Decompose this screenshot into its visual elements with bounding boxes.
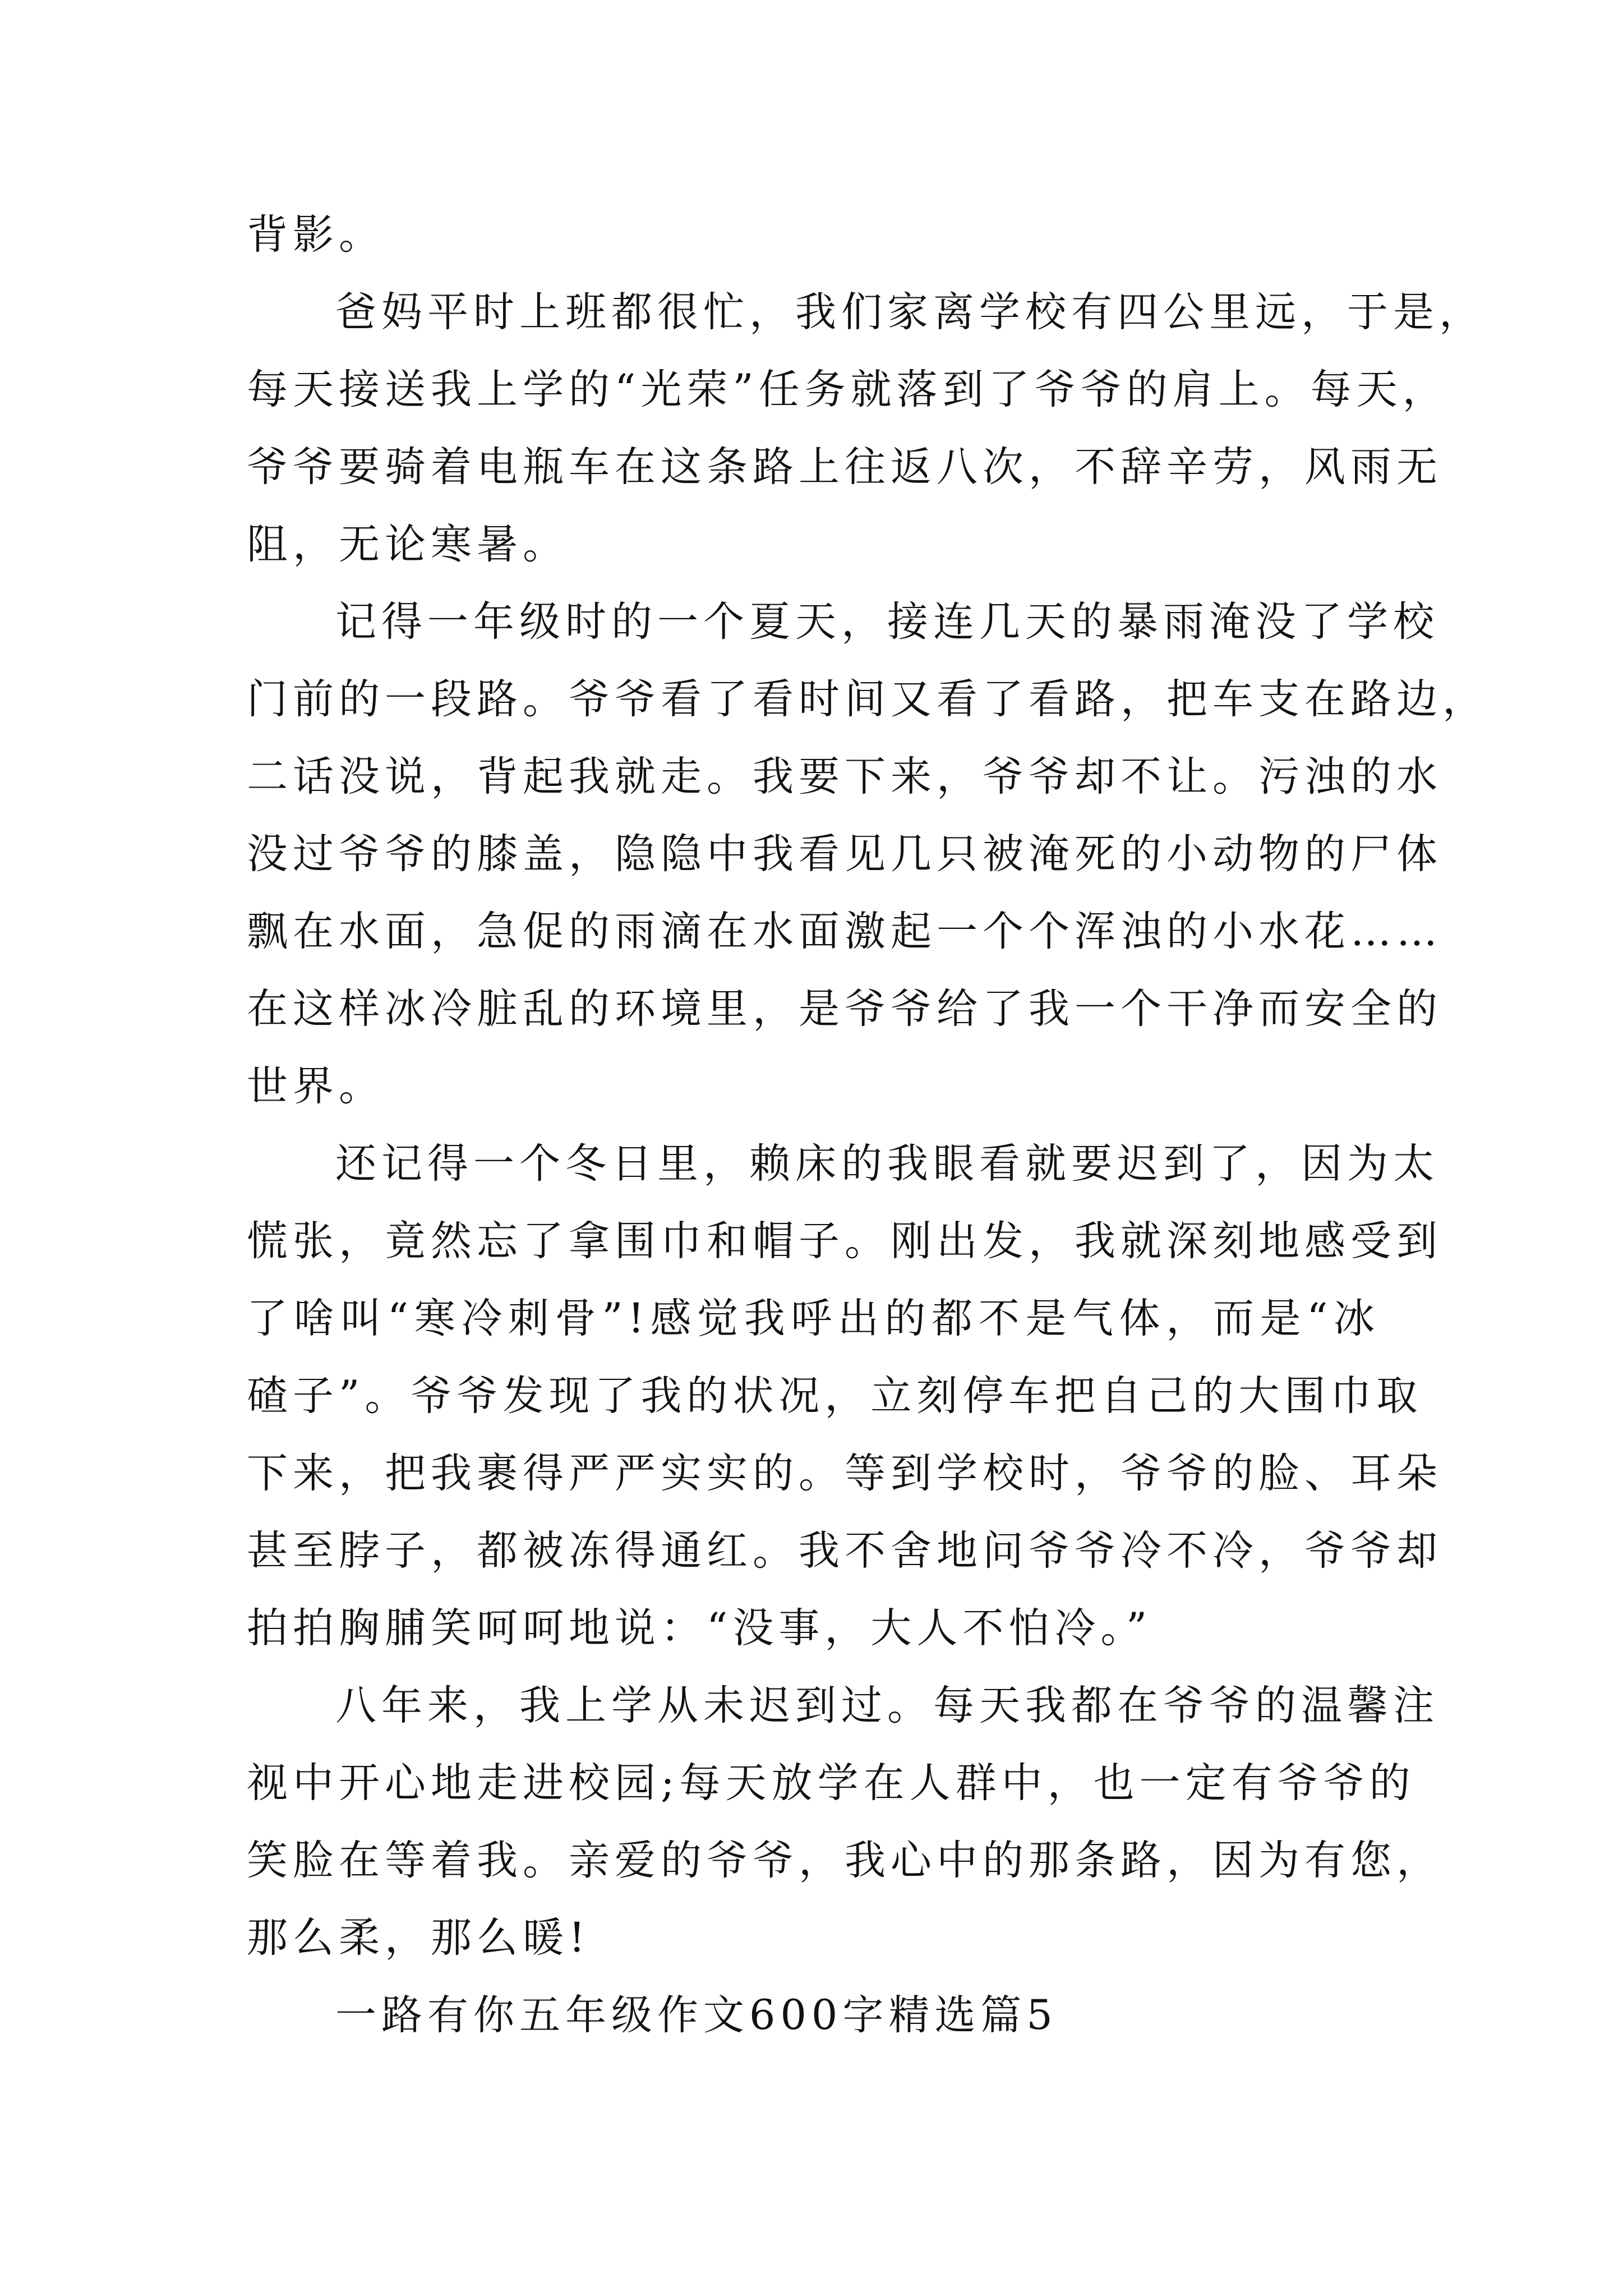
text-line: 还记得一个冬日里，赖床的我眼看就要迟到了，因为太 <box>335 1140 1439 1188</box>
text-line: 背影。 <box>247 211 385 259</box>
text-line: 碴子”。爷爷发现了我的状况，立刻停车把自己的大围巾取 <box>247 1372 1423 1420</box>
text-line: 门前的一段路。爷爷看了看时间又看了看路，把车支在路边， <box>247 675 1488 723</box>
text-line: 拍拍胸脯笑呵呵地说：“没事，大人不怕冷。” <box>247 1604 1152 1652</box>
text-line: 世界。 <box>247 1062 385 1110</box>
text-line: 笑脸在等着我。亲爱的爷爷，我心中的那条路，因为有您， <box>247 1837 1442 1884</box>
text-line: 阻，无论寒暑。 <box>247 521 569 568</box>
text-line: 爷爷要骑着电瓶车在这条路上往返八次，不辞辛劳，风雨无 <box>247 443 1442 491</box>
text-line: 每天接送我上学的“光荣”任务就落到了爷爷的肩上。每天， <box>247 366 1449 413</box>
document-body <box>247 196 1488 2054</box>
text-line: 慌张，竟然忘了拿围巾和帽子。刚出发，我就深刻地感受到 <box>247 1217 1442 1265</box>
text-line: 视中开心地走进校园;每天放学在人群中，也一定有爷爷的 <box>247 1759 1415 1807</box>
text-line: 爸妈平时上班都很忙，我们家离学校有四公里远，于是， <box>335 288 1485 336</box>
text-line: 了啥叫“寒冷刺骨”!感觉我呼出的都不是气体，而是“冰 <box>247 1295 1380 1342</box>
text-line: 记得一年级时的一个夏天，接连几天的暴雨淹没了学校 <box>335 598 1439 646</box>
text-line: 在这样冰冷脏乱的环境里，是爷爷给了我一个干净而安全的 <box>247 985 1442 1033</box>
section-heading: 一路有你五年级作文600字精选篇5 <box>335 1991 1058 2039</box>
text-line: 二话没说，背起我就走。我要下来，爷爷却不让。污浊的水 <box>247 753 1442 800</box>
text-line: 甚至脖子，都被冻得通红。我不舍地问爷爷冷不冷，爷爷却 <box>247 1527 1442 1575</box>
text-line: 下来，把我裹得严严实实的。等到学校时，爷爷的脸、耳朵 <box>247 1450 1442 1497</box>
text-line: 飘在水面，急促的雨滴在水面激起一个个浑浊的小水花…… <box>247 908 1442 955</box>
text-line: 那么柔，那么暖! <box>247 1914 591 1962</box>
text-line: 没过爷爷的膝盖，隐隐中我看见几只被淹死的小动物的尸体 <box>247 830 1442 878</box>
text-line: 八年来，我上学从未迟到过。每天我都在爷爷的温馨注 <box>335 1682 1439 1729</box>
